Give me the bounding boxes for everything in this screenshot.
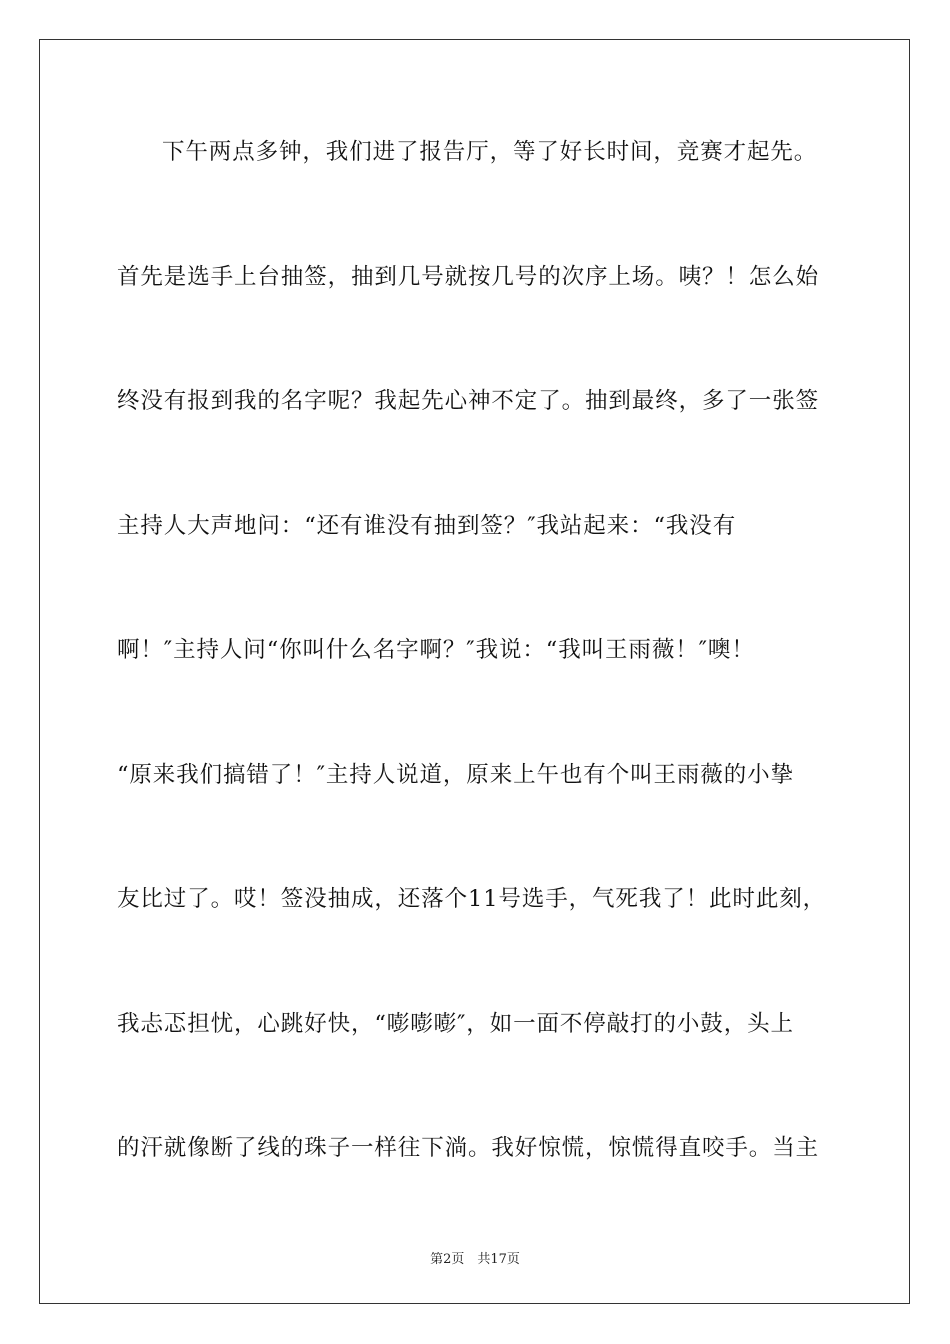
- paragraph-line: 的汗就像断了线的珠子一样往下淌。我好惊慌，惊慌得直咬手。当主: [117, 1135, 820, 1161]
- paragraph-line: 我忐忑担忧，心跳好快，“嘭嘭嘭″，如一面不停敲打的小鼓，头上: [117, 1010, 794, 1037]
- document-body: [117, 128, 833, 1249]
- paragraph-line: 友比过了。哎！签没抽成，还落个11号选手，气死我了！此时此刻，: [117, 886, 827, 912]
- paragraph-line: “原来我们搞错了！″主持人说道，原来上午也有个叫王雨薇的小挚: [117, 761, 794, 788]
- paragraph-line: 啊！″主持人问“你叫什么名字啊？″我说：“我叫王雨薇！″噢！: [117, 637, 755, 663]
- paragraph-line: 首先是选手上台抽签，抽到几号就按几号的次序上场。咦？！怎么始: [117, 263, 820, 290]
- paragraph-line: 下午两点多钟，我们进了报告厅，等了好长时间，竞赛才起先。: [162, 139, 818, 165]
- paragraph-line: 主持人大声地问：“还有谁没有抽到签？″我站起来：“我没有: [117, 512, 737, 539]
- page-number-footer: 第2页 共17页: [430, 1252, 520, 1267]
- paragraph-line: 终没有报到我的名字呢？我起先心神不定了。抽到最终，多了一张签: [117, 388, 820, 414]
